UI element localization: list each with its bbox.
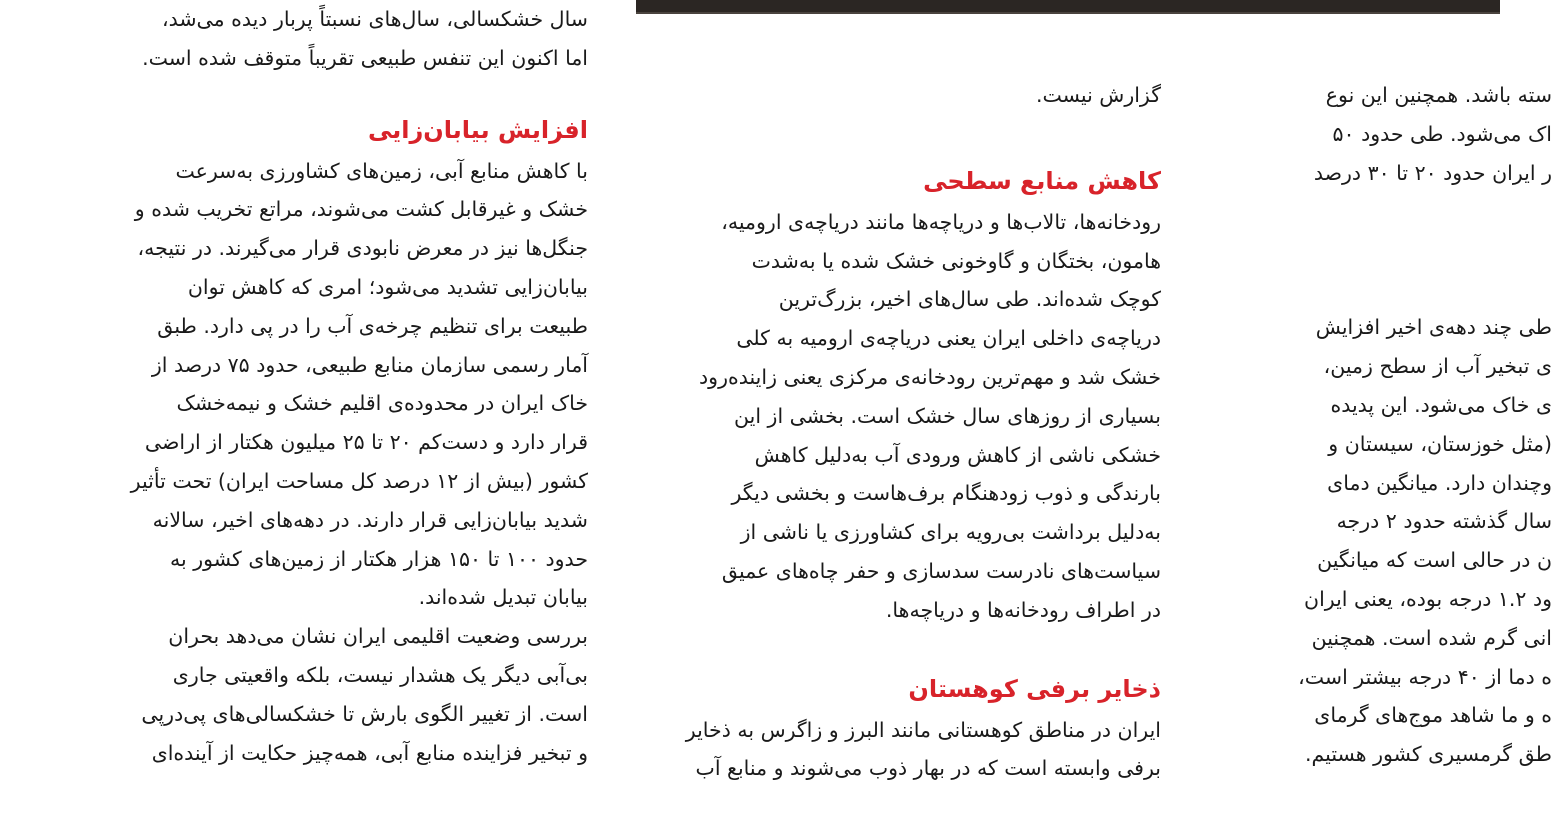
text-line: اما اکنون این تنفس طبیعی تقریباً متوقف شده است. — [142, 45, 588, 70]
heading-mountain-snow: ذخایر برفی کوهستان — [908, 674, 1161, 703]
column-middle-body-1 — [636, 203, 1161, 630]
text-line: طبیعت برای تنظیم چرخه‌ی آب را در پی دارد. طبق — [157, 313, 588, 338]
text-line: اک می‌شود. طی حدود ۵۰ — [1332, 121, 1552, 146]
text-line: سیاست‌های نادرست سدسازی و حفر چاه‌های عمیق — [721, 558, 1161, 583]
text-line: گزارش نیست. — [1035, 83, 1161, 107]
text-line: هامون، بختگان و گاوخونی خشک شده یا به‌شدت — [751, 248, 1161, 273]
text-line: طق گرمسیری کشور هستیم. — [1304, 742, 1552, 767]
text-line: آمار رسمی سازمان منابع طبیعی، حدود ۷۵ درصد از — [151, 352, 588, 377]
text-line: بیابان تبدیل شده‌اند. — [418, 585, 588, 610]
text-line: کشور (بیش از ۱۲ درصد کل مساحت ایران) تحت تأثیر — [130, 468, 588, 493]
text-line: حدود ۱۰۰ تا ۱۵۰ هزار هکتار از زمین‌های کشور به — [170, 546, 588, 571]
text-line: و تبخیر فزاینده منابع آبی، همه‌چیز حکایت از آینده‌ای — [151, 740, 588, 765]
text-line: بیابان‌زایی تشدید می‌شود؛ امری که کاهش توان — [187, 274, 588, 299]
text-line: شدید بیابان‌زایی قرار دارند. در دهه‌های اخیر، سالانه — [152, 507, 588, 532]
column-right — [1212, 76, 1552, 774]
text-line: ی تبخیر آب از سطح زمین، — [1323, 354, 1552, 379]
photo-strip — [636, 0, 1500, 14]
text-line: قرار دارد و دست‌کم ۲۰ تا ۲۵ میلیون هکتار از اراضی — [144, 430, 588, 455]
text-line: دریاچه‌ی داخلی ایران یعنی دریاچه‌ی ارومیه به کلی — [736, 326, 1161, 351]
text-line: کوچک شده‌اند. طی سال‌های اخیر، بزرگ‌ترین — [778, 287, 1161, 312]
text-line: با کاهش منابع آبی، زمین‌های کشاورزی به‌سرعت — [175, 158, 588, 183]
text-line: جنگل‌ها نیز در معرض نابودی قرار می‌گیرند. در نتیجه، — [137, 236, 588, 261]
text-line: بررسی وضعیت اقلیمی ایران نشان می‌دهد بحران — [168, 624, 588, 649]
text-line: ی خاک می‌شود. این پدیده — [1330, 392, 1552, 417]
text-line: بی‌آبی دیگر یک هشدار نیست، بلکه واقعیتی جاری — [172, 662, 588, 687]
text-line: رودخانه‌ها، تالاب‌ها و دریاچه‌ها مانند دریاچه‌ی ارومیه، — [721, 209, 1161, 234]
text-line: انی گرم شده است. همچنین — [1311, 625, 1552, 650]
column-right-body-1 — [1212, 76, 1552, 192]
text-line: ود ۱.۲ درجه بوده، یعنی ایران — [1304, 586, 1552, 611]
column-middle — [636, 76, 1161, 788]
text-line: در اطراف رودخانه‌ها و دریاچه‌ها. — [885, 597, 1161, 622]
heading-desertification: افزایش بیابان‌زایی — [367, 115, 588, 144]
text-line: بارندگی و ذوب زودهنگام برف‌هاست و بخشی دیگر — [731, 481, 1161, 506]
text-line: سال خشکسالی، سال‌های نسبتاً پربار دیده می‌شد، — [161, 7, 588, 31]
text-line: برفی وابسته است که در بهار ذوب می‌شوند و منابع آب — [695, 756, 1161, 781]
text-line: طی چند دهه‌ی اخیر افزایش — [1315, 315, 1552, 340]
text-line: خاک ایران در محدوده‌ی اقلیم خشک و نیمه‌خشک — [176, 391, 588, 416]
text-line: وچندان دارد. میانگین دمای — [1327, 470, 1552, 495]
text-line: خشک و غیرقابل کشت می‌شوند، مراتع تخریب شده و — [134, 197, 588, 222]
text-line: سال گذشته حدود ۲ درجه — [1336, 509, 1552, 534]
text-line: است. از تغییر الگوی بارش تا خشکسالی‌های پی‌درپی — [141, 701, 588, 726]
column-left-top-lines — [62, 0, 588, 78]
column-right-body-2 — [1212, 308, 1552, 774]
text-line: ه و ما شاهد موج‌های گرمای — [1314, 703, 1552, 728]
text-line: بسیاری از روزهای سال خشک است. بخشی از این — [734, 403, 1161, 428]
column-left-body — [62, 152, 588, 773]
text-line: ایران در مناطق کوهستانی مانند البرز و زاگرس به ذخایر — [685, 717, 1161, 742]
column-left — [62, 0, 588, 772]
text-line: خشک شد و مهم‌ترین رودخانه‌ی مرکزی یعنی زاینده‌رود — [699, 364, 1161, 389]
text-line: به‌دلیل برداشت بی‌رویه برای کشاورزی یا ناشی از — [740, 520, 1161, 545]
text-line: ر ایران حدود ۲۰ تا ۳۰ درصد — [1313, 160, 1552, 185]
column-middle-body-2 — [636, 711, 1161, 789]
heading-surface-resources: کاهش منابع سطحی — [923, 166, 1161, 195]
text-line: سته باشد. همچنین این نوع — [1325, 83, 1552, 107]
text-line: ن در حالی است که میانگین — [1317, 548, 1552, 573]
text-line: (مثل خوزستان، سیستان و — [1328, 431, 1552, 456]
text-line: خشکی ناشی از کاهش ورودی آب به‌دلیل کاهش — [754, 442, 1161, 467]
column-middle-top-lines — [636, 76, 1161, 115]
text-line: ه دما از ۴۰ درجه بیشتر است، — [1298, 664, 1552, 689]
